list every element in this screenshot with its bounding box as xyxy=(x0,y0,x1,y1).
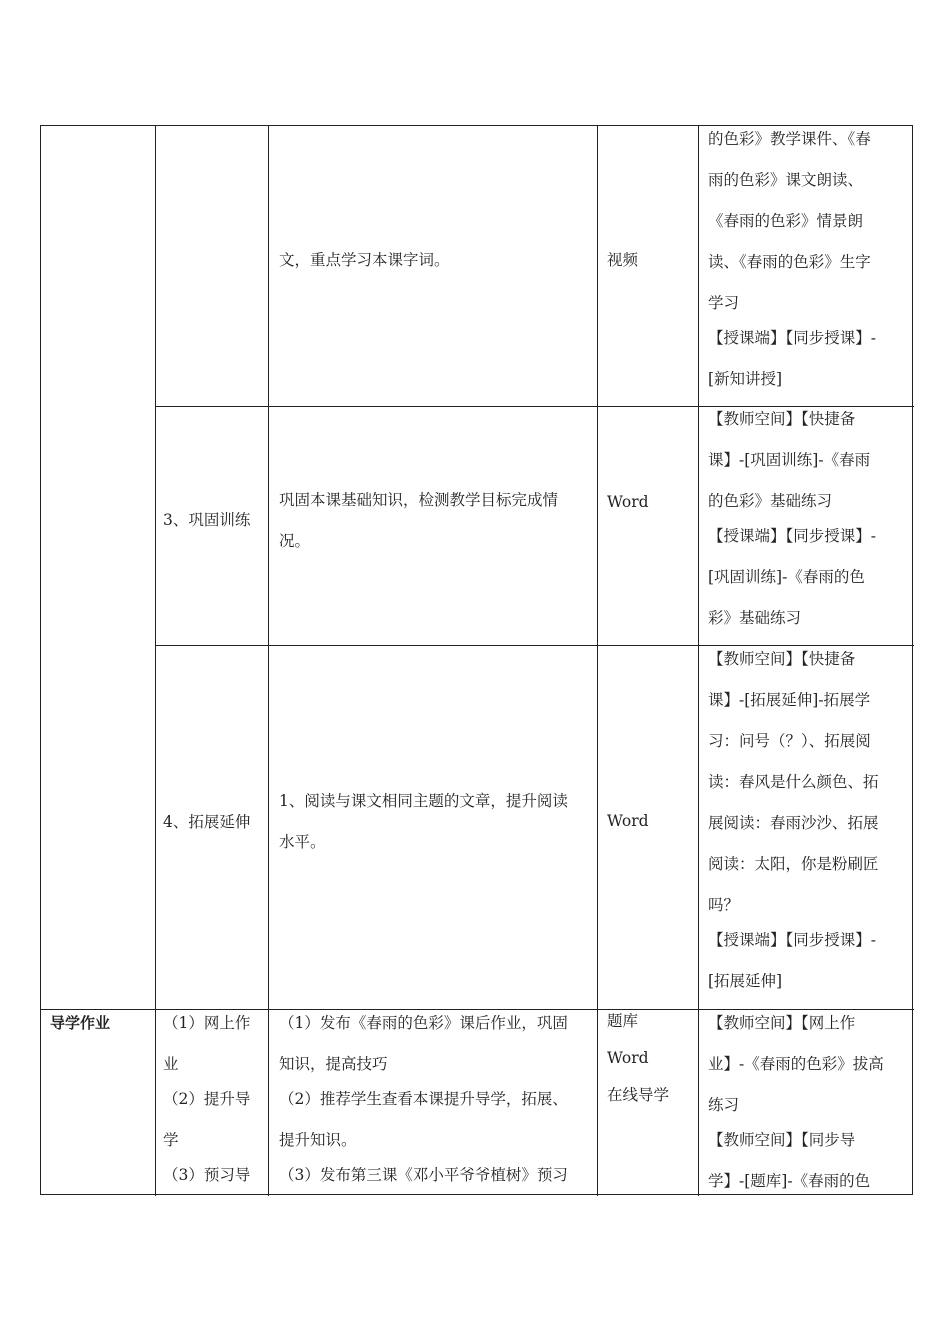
resource-line: 【教师空间】【网上作 xyxy=(708,1014,856,1032)
resource-line: 课】-[巩固训练]-《春雨 xyxy=(708,451,871,469)
row3-content-line: 1、阅读与课文相同主题的文章，提升阅读 xyxy=(279,792,568,810)
resource-line: 【教师空间】【快捷备 xyxy=(708,650,856,668)
resource-line: [新知讲授] xyxy=(708,370,783,388)
column-divider xyxy=(155,126,156,1196)
content-line: （2）推荐学生查看本课提升导学，拓展、 xyxy=(279,1090,568,1108)
resource-line: 彩》基础练习 xyxy=(708,609,802,627)
row2-content-line: 巩固本课基础知识，检测教学目标完成情 xyxy=(279,491,559,509)
resource-line: 【教师空间】【快捷备 xyxy=(708,410,856,428)
resource-line: 学习 xyxy=(708,294,740,312)
row3-media-cell xyxy=(607,801,697,842)
row3-media-line: Word xyxy=(607,812,649,830)
resource-line: 读：春风是什么颜色、拓 xyxy=(708,773,879,791)
resource-line: 的色彩》基础练习 xyxy=(708,492,833,510)
row2-step-cell xyxy=(163,500,267,541)
lesson-plan-table xyxy=(40,125,913,1195)
row2-step-label: 3、巩固训练 xyxy=(163,511,251,529)
row2-content-line: 况。 xyxy=(279,532,311,550)
step-line: 业 xyxy=(163,1055,179,1073)
row3-content-cell xyxy=(279,781,594,863)
row1-content-cell xyxy=(279,240,594,281)
column-divider xyxy=(268,126,269,1196)
row3-resource-cell xyxy=(708,639,914,1002)
resource-line: 学】-[题库]-《春雨的色 xyxy=(708,1172,871,1190)
column-divider xyxy=(597,126,598,1196)
row1-media-cell xyxy=(607,240,697,281)
resource-line: 【教师空间】【同步导 xyxy=(708,1131,856,1149)
media-line: 在线导学 xyxy=(607,1086,670,1104)
row2-content-cell xyxy=(279,480,594,562)
section-title: 导学作业 xyxy=(50,1014,111,1032)
resource-line: [巩固训练]-《春雨的色 xyxy=(708,568,865,586)
resource-line: [拓展延伸] xyxy=(708,972,783,990)
resource-line: 习：问号（？）、拓展阅 xyxy=(708,732,871,750)
resource-line: 雨的色彩》课文朗读、 xyxy=(708,171,864,189)
resource-line: 课】-[拓展延伸]-拓展学 xyxy=(708,691,871,709)
resource-line: 阅读：太阳，你是粉刷匠 xyxy=(708,855,879,873)
step-line: 学 xyxy=(163,1131,179,1149)
row1-media-line: 视频 xyxy=(607,251,639,269)
row4-step-cell xyxy=(163,1003,267,1196)
step-line: （2）提升导 xyxy=(163,1090,251,1108)
row4-resource-cell xyxy=(708,1003,914,1202)
row1-resource-cell xyxy=(708,119,914,400)
resource-line: 练习 xyxy=(708,1096,740,1114)
resource-line: 【授课端】【同步授课】- xyxy=(708,931,876,949)
resource-line: 业】-《春雨的色彩》拔高 xyxy=(708,1055,884,1073)
content-line: 提升知识。 xyxy=(279,1131,357,1149)
row3-content-line: 水平。 xyxy=(279,833,326,851)
resource-line: 【授课端】【同步授课】- xyxy=(708,329,876,347)
resource-line: 【授课端】【同步授课】- xyxy=(708,527,876,545)
row4-media-cell xyxy=(607,1003,697,1114)
row3-step-cell xyxy=(163,802,267,843)
resource-line: 吗？ xyxy=(708,896,740,914)
row2-media-line: Word xyxy=(607,493,649,511)
row2-media-cell xyxy=(607,482,697,523)
resource-line: 的色彩》教学课件、《春 xyxy=(708,130,871,148)
row4-content-cell xyxy=(279,1003,594,1196)
content-line: 知识，提高技巧 xyxy=(279,1055,388,1073)
row1-content-line: 文，重点学习本课字词。 xyxy=(279,251,450,269)
resource-line: 《春雨的色彩》情景朗 xyxy=(708,212,864,230)
row2-resource-cell xyxy=(708,399,914,639)
step-line: （1）网上作 xyxy=(163,1014,251,1032)
step-line: （3）预习导 xyxy=(163,1166,251,1184)
row3-step-label: 4、拓展延伸 xyxy=(163,813,251,831)
resource-line: 读、《春雨的色彩》生字 xyxy=(708,253,871,271)
row4-section-cell xyxy=(50,1003,154,1044)
column-divider xyxy=(698,126,699,1196)
content-line: （1）发布《春雨的色彩》课后作业，巩固 xyxy=(279,1014,568,1032)
content-line: （3）发布第三课《邓小平爷爷植树》预习 xyxy=(279,1166,568,1184)
resource-line: 展阅读：春雨沙沙、拓展 xyxy=(708,814,879,832)
media-line: Word xyxy=(607,1049,649,1067)
media-line: 题库 xyxy=(607,1012,639,1030)
